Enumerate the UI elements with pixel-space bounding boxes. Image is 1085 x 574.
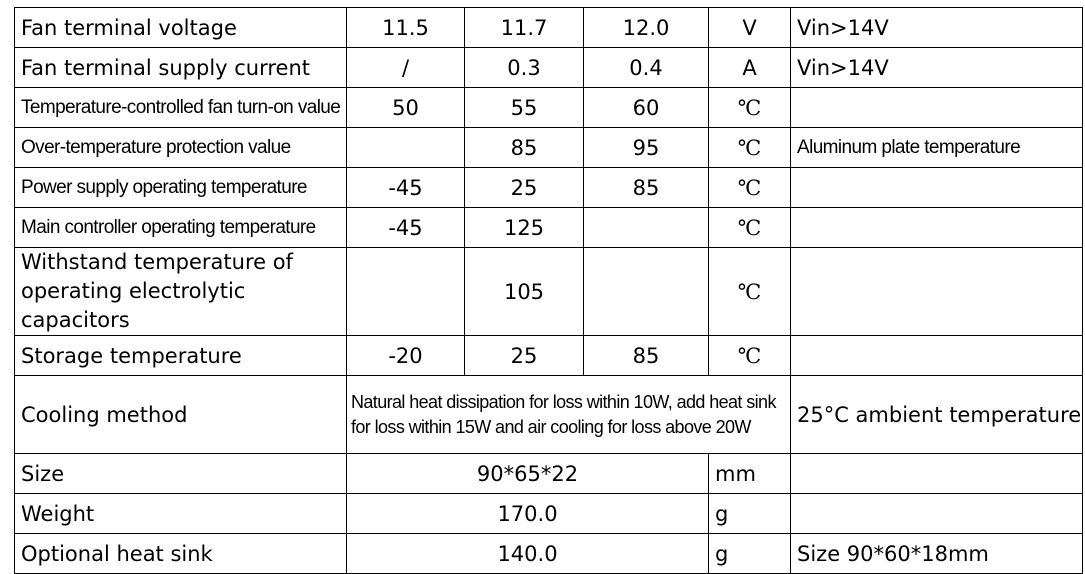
max-cell: [584, 248, 709, 336]
unit-cell: g: [709, 534, 791, 574]
unit-cell: mm: [709, 454, 791, 494]
max-cell: 85: [584, 336, 709, 376]
max-cell: 12.0: [584, 8, 709, 48]
typ-cell: 25: [465, 336, 584, 376]
param-cell: Storage temperature: [15, 336, 347, 376]
param-cell: Fan terminal voltage: [15, 8, 347, 48]
note-cell: Vin>14V: [791, 8, 1083, 48]
value-cell: 170.0: [347, 494, 709, 534]
specification-table: [14, 7, 1083, 574]
unit-cell: ℃: [709, 88, 791, 128]
table-row: [15, 208, 1083, 248]
max-cell: 95: [584, 128, 709, 168]
typ-cell: 25: [465, 168, 584, 208]
note-cell: Vin>14V: [791, 48, 1083, 88]
note-cell: [791, 248, 1083, 336]
param-line: Withstand temperature of: [21, 250, 293, 274]
typ-cell: 55: [465, 88, 584, 128]
max-cell: 60: [584, 88, 709, 128]
note-cell: [791, 494, 1083, 534]
param-cell: Cooling method: [15, 376, 347, 454]
param-cell: Over-temperature protection value: [15, 128, 347, 168]
unit-cell: ℃: [709, 128, 791, 168]
typ-cell: 105: [465, 248, 584, 336]
table-row: [15, 168, 1083, 208]
table-row: [15, 336, 1083, 376]
typ-cell: 0.3: [465, 48, 584, 88]
note-cell: Size 90*60*18mm: [791, 534, 1083, 574]
param-line: operating electrolytic capacitors: [21, 279, 246, 332]
unit-cell: V: [709, 8, 791, 48]
unit-cell: g: [709, 494, 791, 534]
note-cell: [791, 168, 1083, 208]
table-row: [15, 8, 1083, 48]
min-cell: [347, 248, 465, 336]
unit-cell: A: [709, 48, 791, 88]
description-line: Natural heat dissipation for loss within 10W, add heat sink: [351, 391, 776, 412]
table-row: [15, 534, 1083, 574]
param-cell: [15, 248, 347, 336]
description-line: for loss within 15W and air cooling for loss above 20W: [351, 416, 751, 437]
table-row: [15, 494, 1083, 534]
min-cell: -45: [347, 168, 465, 208]
table-row: [15, 128, 1083, 168]
table-row: [15, 454, 1083, 494]
min-cell: -45: [347, 208, 465, 248]
unit-cell: ℃: [709, 208, 791, 248]
table-row: [15, 88, 1083, 128]
typ-cell: 125: [465, 208, 584, 248]
max-cell: 0.4: [584, 48, 709, 88]
max-cell: 85: [584, 168, 709, 208]
max-cell: [584, 208, 709, 248]
unit-cell: ℃: [709, 168, 791, 208]
table-row: [15, 248, 1083, 336]
note-cell: [791, 88, 1083, 128]
value-cell: 140.0: [347, 534, 709, 574]
unit-cell: ℃: [709, 248, 791, 336]
note-cell: 25°C ambient temperature: [791, 376, 1083, 454]
note-cell: [791, 454, 1083, 494]
unit-cell: ℃: [709, 336, 791, 376]
param-cell: Size: [15, 454, 347, 494]
param-cell: Optional heat sink: [15, 534, 347, 574]
min-cell: 11.5: [347, 8, 465, 48]
note-cell: Aluminum plate temperature: [791, 128, 1083, 168]
typ-cell: 85: [465, 128, 584, 168]
note-cell: [791, 336, 1083, 376]
table-row: [15, 48, 1083, 88]
cooling-description-cell: [347, 376, 791, 454]
min-cell: [347, 128, 465, 168]
note-cell: [791, 208, 1083, 248]
typ-cell: 11.7: [465, 8, 584, 48]
value-cell: 90*65*22: [347, 454, 709, 494]
min-cell: 50: [347, 88, 465, 128]
param-cell: Power supply operating temperature: [15, 168, 347, 208]
param-cell: Main controller operating temperature: [15, 208, 347, 248]
param-cell: Temperature-controlled fan turn-on value: [15, 88, 347, 128]
min-cell: /: [347, 48, 465, 88]
min-cell: -20: [347, 336, 465, 376]
table-row: [15, 376, 1083, 454]
param-cell: Fan terminal supply current: [15, 48, 347, 88]
param-cell: Weight: [15, 494, 347, 534]
